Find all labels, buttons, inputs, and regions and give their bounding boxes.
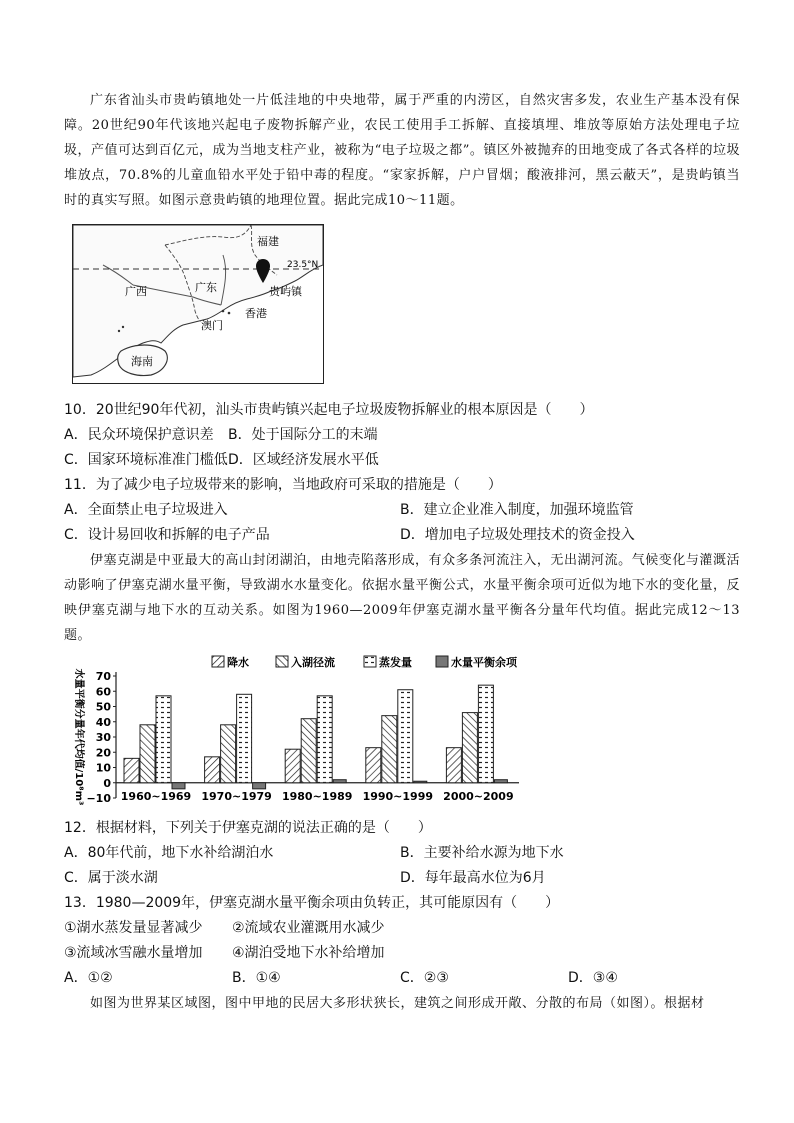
question-11-options-row1 [64,498,744,523]
question-13-statements-row2 [64,941,744,966]
bar-蒸发量 [398,690,413,783]
bar-入湖径流 [382,716,397,783]
bar-蒸发量 [237,694,252,782]
bar-水量平衡余项 [494,780,507,783]
question-13-options [64,966,744,991]
bar-降水 [446,748,461,783]
q13-statement-1: ①湖水蒸发量显著减少 [64,920,203,936]
q13-option-a[interactable]: A．①② [64,970,113,986]
intro-paragraph-guiyu: 广东省汕头市贵屿镇地处一片低洼地的中央地带，属于严重的内涝区，自然灾害多发，农业生产基本没有保障。20世纪90年代该地兴起电子废物拆解产业，农民工使用手工拆解、直接填埋、堆放等原始方法处理电子垃圾，产值可达到百亿元，成为当地支柱产业，被称为“电子垃圾之都”。镇区外被抛弃的田地变成了各式各样的垃圾堆放点，70.8%的儿童血铅水平处于铅中毒的程度。“家家拆解，户户冒烟；酸液排河，黑云蔽天”，是贵屿镇当时的真实写照。如图示意贵屿镇的地理位置。据此完成10～11题。 [64,93,740,208]
x-category-label: 1990~1999 [362,790,434,803]
bar-入湖径流 [140,725,155,783]
bar-水量平衡余项 [253,783,266,789]
bar-入湖径流 [301,719,316,783]
q12-option-a[interactable]: A．80年代前，地下水补给湖泊水 [64,845,274,861]
q12-option-b[interactable]: B．主要补给水源为地下水 [400,845,564,861]
y-tick-label: 70 [95,670,111,683]
bar-降水 [285,749,300,783]
map-label-hainan: 海南 [131,355,153,368]
y-tick-label: −10 [86,792,111,805]
question-13-statements-row1 [64,916,744,941]
x-category-label: 1970~1979 [201,790,272,803]
q12-option-d[interactable]: D．每年最高水位为6月 [400,870,546,886]
bar-水量平衡余项 [172,783,185,789]
q10-option-d[interactable]: D．区域经济发展水平低 [228,452,379,468]
x-category-label: 1960~1969 [120,790,192,803]
x-category-label: 1980~1989 [281,790,353,803]
legend-label: 入湖径流 [291,656,335,669]
chart-svg [64,650,534,810]
mainland [73,225,323,377]
q10-option-c[interactable]: C．国家环境标准准门槛低 [64,452,228,468]
map-label-macau: 澳门 [201,319,223,332]
map-label-guiyu: 贵屿镇 [269,285,302,298]
bar-降水 [205,757,220,783]
q13-statement-2: ②流域农业灌溉用水减少 [232,920,385,936]
map-svg [73,225,323,383]
legend-swatch [212,656,224,667]
question-10-options-row1 [64,423,744,448]
bar-蒸发量 [317,696,332,783]
q10-option-a[interactable]: A．民众环境保护意识差 [64,427,214,443]
question-12-options-row1 [64,841,744,866]
q11-option-a[interactable]: A．全面禁止电子垃圾进入 [64,502,228,518]
question-11-stem: 11．为了减少电子垃圾带来的影响，当地政府可采取的措施是（ ） [64,477,502,493]
bar-入湖径流 [462,713,477,783]
y-tick-label: 30 [95,731,111,744]
y-tick-label: 20 [95,746,111,760]
water-balance-chart [64,650,534,810]
q11-option-c[interactable]: C．设计易回收和拆解的电子产品 [64,527,270,543]
q13-statement-3: ③流域冰雪融水量增加 [64,945,203,961]
bar-降水 [124,758,139,782]
y-tick-label: 50 [95,700,111,714]
legend-label: 水量平衡余项 [451,656,517,669]
legend-label: 蒸发量 [379,656,412,669]
q11-option-d[interactable]: D．增加电子垃圾处理技术的资金投入 [400,527,635,543]
intro-paragraph-world-region: 如图为世界某区域图，图中甲地的民居大多形状狭长，建筑之间形成开敞、分散的布局（如图）。根据材 [90,996,705,1011]
legend-swatch [276,656,288,667]
map-label-hongkong: 香港 [245,307,267,320]
y-tick-label: 10 [95,761,111,775]
legend-label: 降水 [227,656,249,669]
chart-legend [212,655,518,669]
legend-swatch [364,656,376,667]
q13-option-b[interactable]: B．①④ [232,970,281,986]
bar-降水 [366,748,381,783]
question-10-stem: 10．20世纪90年代初，汕头市贵屿镇兴起电子垃圾废物拆解业的根本原因是（ ） [64,402,594,418]
q11-option-b[interactable]: B．建立企业准入制度，加强环境监管 [400,502,634,518]
question-11-options-row2 [64,523,744,548]
q12-option-c[interactable]: C．属于淡水湖 [64,870,158,886]
map-label-latitude: 23.5°N [287,260,319,270]
question-12-stem: 12．根据材料，下列关于伊塞克湖的说法正确的是（ ） [64,820,432,836]
guiyu-location-map [72,224,324,384]
q13-option-d[interactable]: D．③④ [568,970,618,986]
q10-option-b[interactable]: B．处于国际分工的末端 [228,427,378,443]
bar-水量平衡余项 [333,780,346,783]
map-label-fujian: 福建 [257,235,279,248]
question-13-stem: 13．1980—2009年，伊塞克湖水量平衡余项由负转正，其可能原因有（ ） [64,895,560,911]
chart-y-axis-label: 水量平衡分量年代均值/10⁸m³ [73,668,84,806]
question-10-options-row2 [64,448,744,473]
bar-入湖径流 [221,725,236,783]
y-tick-label: 0 [103,776,111,790]
chart-bars [124,685,507,789]
bar-水量平衡余项 [414,781,427,783]
map-label-guangdong: 广东 [195,281,217,294]
map-label-guangxi: 广西 [125,285,147,298]
q13-statement-4: ④湖泊受地下水补给增加 [232,945,385,961]
x-category-label: 2000~2009 [443,790,514,803]
question-12-options-row2 [64,866,744,891]
y-tick-label: 60 [95,685,111,699]
q13-option-c[interactable]: C．②③ [400,970,449,986]
bar-蒸发量 [478,685,493,783]
legend-swatch [436,656,448,667]
bar-蒸发量 [156,696,171,783]
y-tick-label: 40 [95,715,111,729]
intro-paragraph-issyk-kul: 伊塞克湖是中亚最大的高山封闭湖泊，由地壳陷落形成，有众多条河流注入，无出湖河流。气候变化与灌溉活动影响了伊塞克湖水量平衡，导致湖水水量变化。依据水量平衡公式，水量平衡余项可近似为地下水的变化量，反映伊塞克湖与地下水的互动关系。如图为1960—2009年伊塞克湖水量平衡各分量年代均值。据此完成12～13题。 [64,553,740,643]
